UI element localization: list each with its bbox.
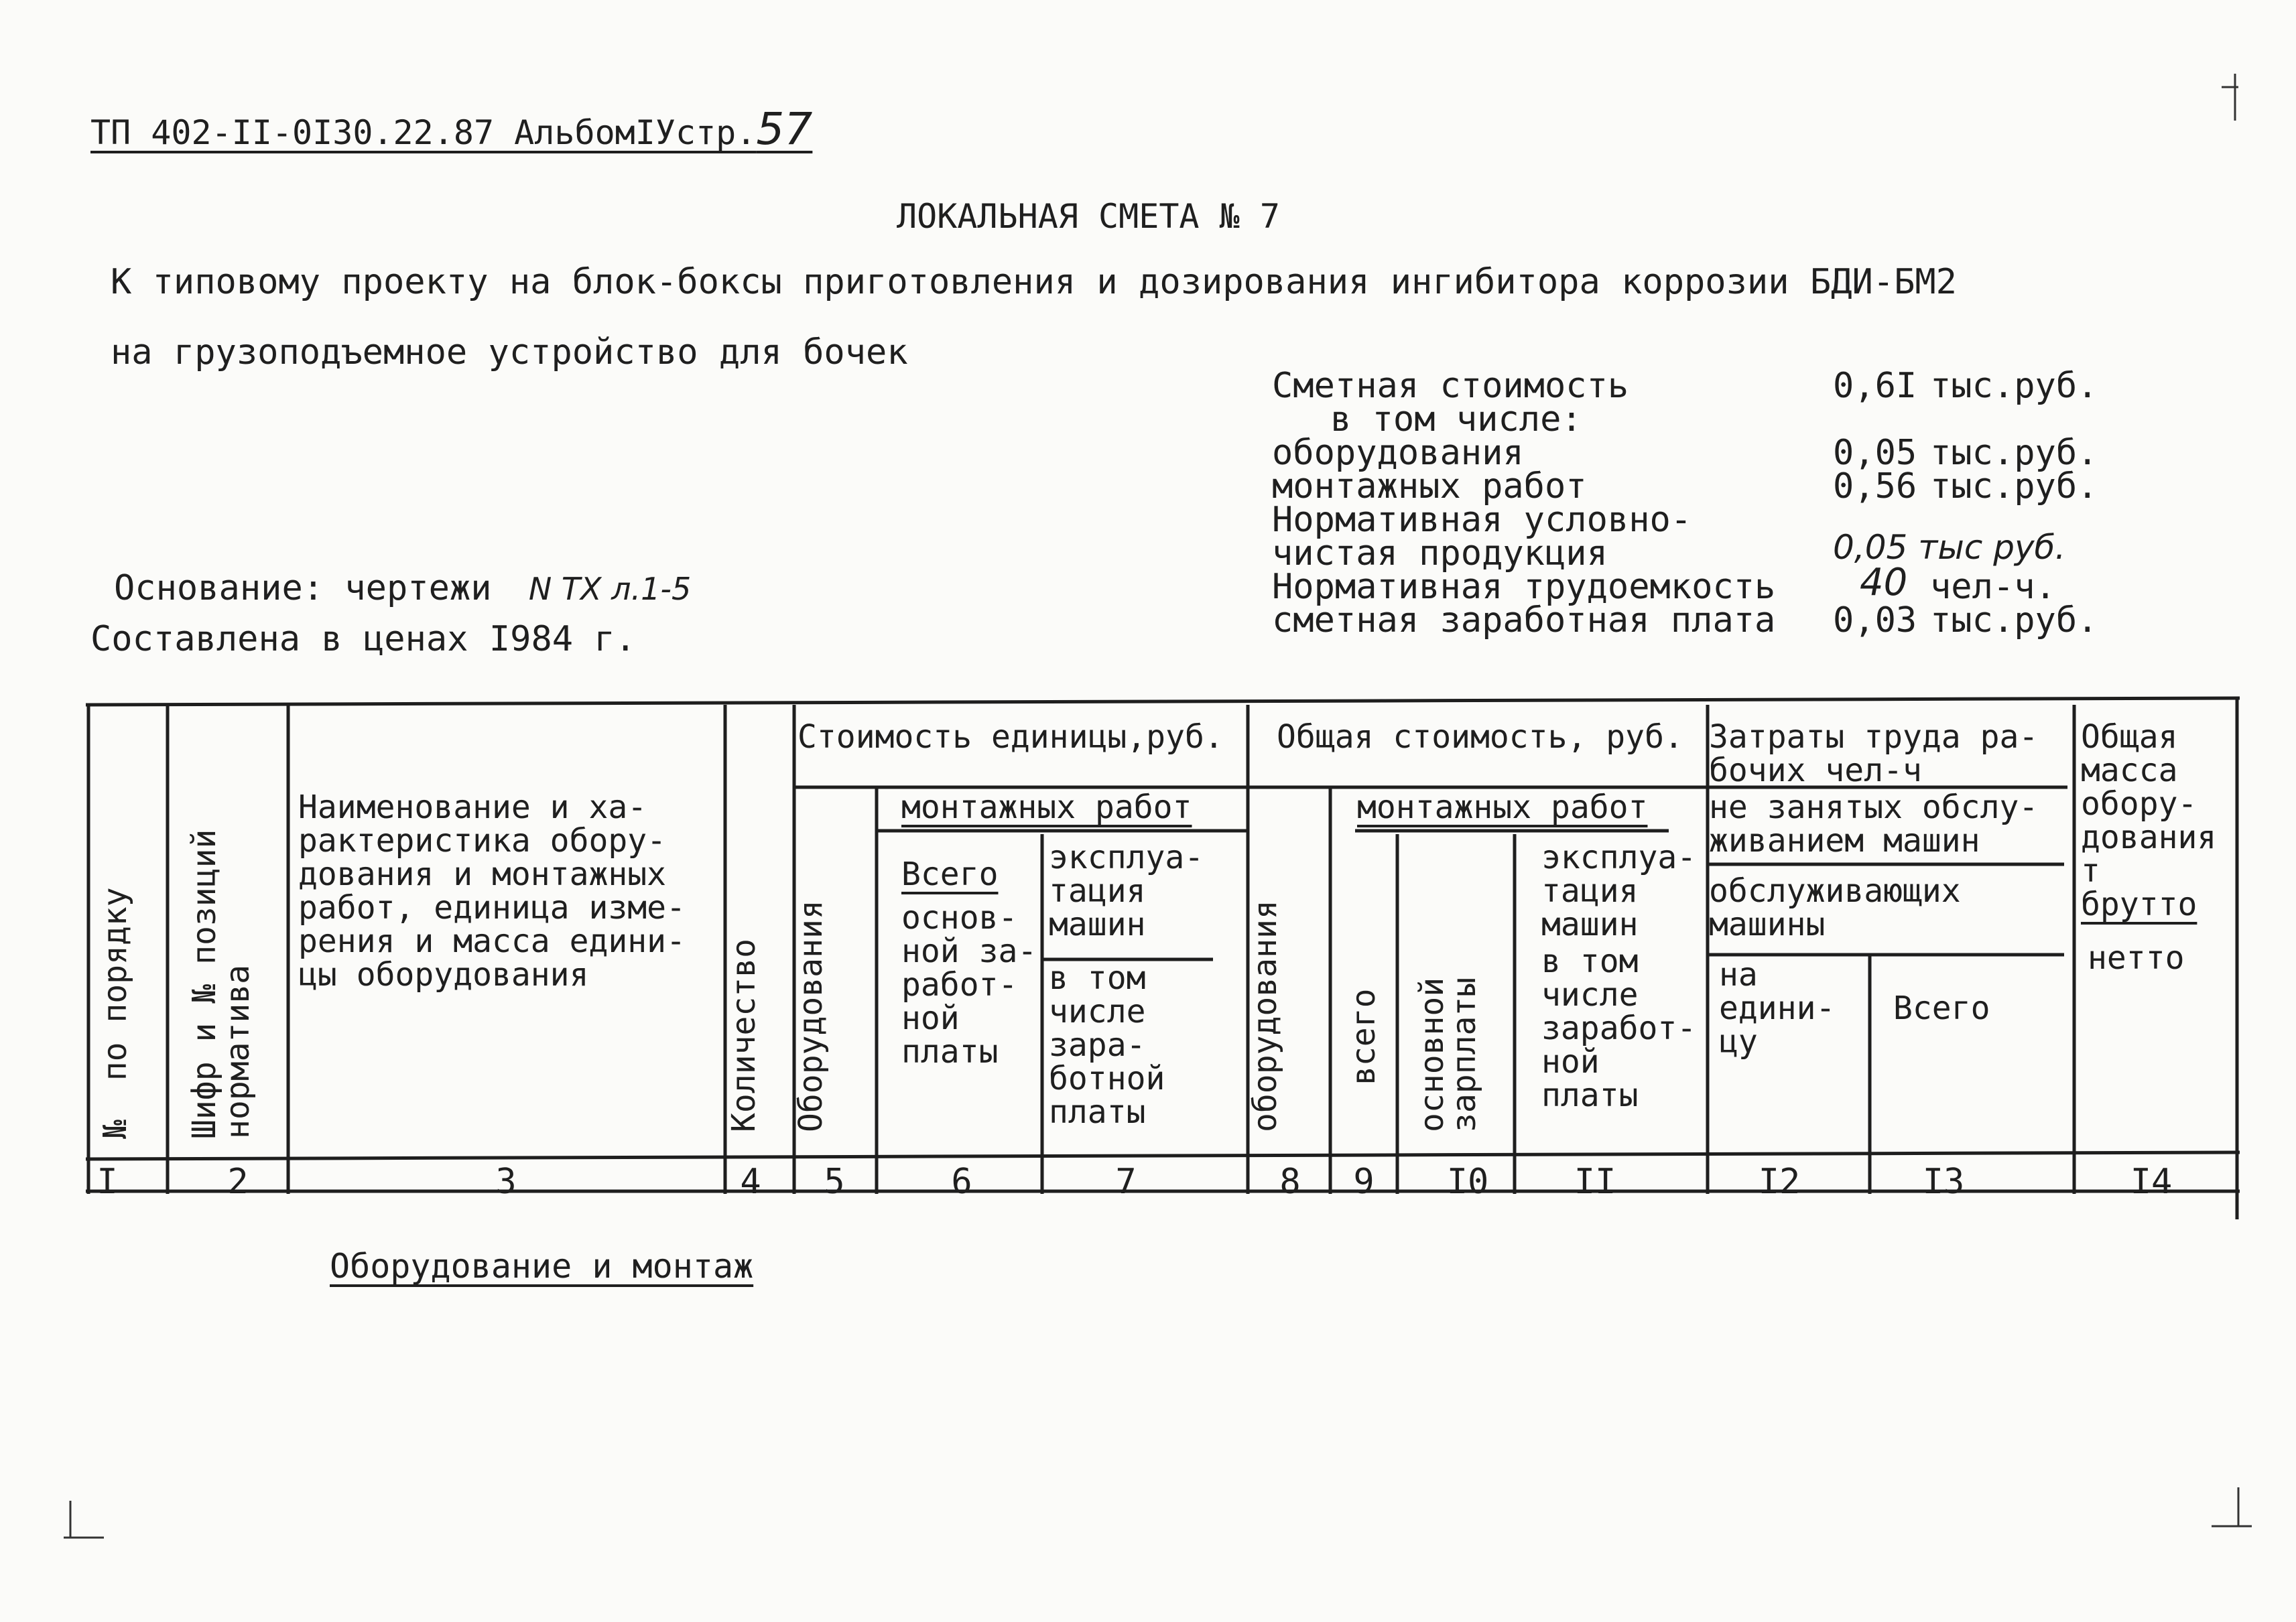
- subtitle-line-1: К типовому проекту на блок-боксы приготовления и дозирования ингибитора коррозии БДИ-БМ2: [111, 262, 1957, 302]
- col-14-header: Общая масса обору- дования т: [2081, 718, 2217, 890]
- col-14-net: нетто: [2088, 939, 2185, 977]
- col-6-title: Всего: [901, 856, 999, 893]
- total-cost-header: Общая стоимость, руб.: [1277, 718, 1683, 756]
- col-2-header-line-1: Шифр и № позиций: [186, 829, 223, 1139]
- unit-install-header: монтажных работ: [901, 789, 1192, 826]
- estimated-cost-label: Сметная стоимость: [1272, 366, 1629, 406]
- basis-label: Основание: чертежи: [114, 568, 492, 608]
- prices-basis: Составлена в ценах I984 г.: [90, 619, 636, 659]
- installation-unit: тыс.руб.: [1930, 466, 2098, 506]
- crop-mark-bottom-left: [64, 1501, 111, 1548]
- estimated-cost-value: 0,6I: [1833, 366, 1917, 406]
- col-5-header: Оборудования: [792, 900, 830, 1132]
- col-number-1: I: [97, 1162, 118, 1202]
- crop-mark-top-right: [2212, 74, 2258, 127]
- labor-unit: чел-ч.: [1930, 567, 2056, 607]
- col-10-header-line-2: зарплаты: [1446, 977, 1483, 1132]
- col-number-7: 7: [1115, 1162, 1137, 1202]
- col-number-9: 9: [1353, 1162, 1375, 1202]
- col-6-sub: основ- ной за- работ- ной платы: [901, 899, 1037, 1071]
- labor-cost-header: Затраты труда ра- бочих чел-ч: [1709, 718, 2039, 789]
- col-number-12: I2: [1758, 1162, 1801, 1202]
- col-9-header: всего: [1345, 988, 1383, 1085]
- col-number-6: 6: [951, 1162, 972, 1202]
- basis-value: N ТХ л.1-5: [528, 571, 692, 607]
- wage-unit: тыс.руб.: [1930, 600, 2098, 640]
- col-1-header: № по порядку: [97, 887, 134, 1139]
- col-number-11: II: [1574, 1162, 1616, 1202]
- section-title: Оборудование и монтаж: [330, 1247, 754, 1286]
- unit-cost-header: Стоимость единицы,руб.: [798, 718, 1224, 756]
- subtitle-line-2: на грузоподъемное устройство для бочек: [111, 332, 908, 373]
- installation-label: монтажных работ: [1272, 466, 1587, 506]
- col-number-5: 5: [824, 1162, 845, 1202]
- col-7-title: эксплуа- тация машин: [1049, 839, 1204, 943]
- col-8-header: оборудования: [1247, 900, 1284, 1132]
- installation-value: 0,56: [1833, 466, 1917, 506]
- col-11-sub: в том числе заработ- ной платы: [1541, 943, 1697, 1114]
- net-product-label-2: чистая продукция: [1272, 533, 1608, 573]
- col-14-gross: брутто: [2081, 886, 2197, 923]
- labor-value: 40: [1860, 561, 1908, 604]
- equipment-label: оборудования: [1272, 433, 1524, 473]
- total-install-header: монтажных работ: [1357, 789, 1648, 826]
- col-10-header-line-1: основной: [1413, 977, 1451, 1132]
- col-3-header: Наименование и ха- рактеристика обору- дования и монтажных работ, единица изме- рения и масса едини- цы оборудования: [298, 789, 686, 994]
- serving-header: обслуживающих машины: [1709, 872, 1961, 943]
- col-11-title: эксплуа- тация машин: [1541, 839, 1697, 943]
- wage-value: 0,03: [1833, 600, 1917, 640]
- col-number-8: 8: [1279, 1162, 1301, 1202]
- not-busy-header: не занятых обслу- живанием машин: [1709, 789, 2039, 860]
- col-12-header: на едини- цу: [1719, 956, 1836, 1061]
- col-number-2: 2: [227, 1162, 249, 1202]
- col-number-13: I3: [1922, 1162, 1965, 1202]
- document-code: ТП 402-II-0I30.22.87 АльбомIУстр.: [90, 113, 757, 152]
- estimate-title: ЛОКАЛЬНАЯ СМЕТА № 7: [897, 197, 1280, 236]
- col-number-10: I0: [1446, 1162, 1489, 1202]
- col-2-header-line-2: норматива: [219, 964, 257, 1139]
- labor-label: Нормативная трудоемкость: [1272, 567, 1776, 607]
- col-number-3: 3: [495, 1162, 517, 1202]
- equipment-value: 0,05: [1833, 433, 1917, 473]
- col-number-14: I4: [2130, 1162, 2173, 1202]
- col-4-header: Количество: [725, 939, 763, 1132]
- col-number-4: 4: [740, 1162, 761, 1202]
- col-13-header: Всего: [1893, 990, 1990, 1027]
- estimated-cost-unit: тыс.руб.: [1930, 366, 2098, 406]
- col-7-sub: в том числе зара- ботной платы: [1049, 959, 1165, 1131]
- net-product-label-1: Нормативная условно-: [1272, 500, 1692, 540]
- including-label: в том числе:: [1330, 399, 1582, 440]
- net-product-value: 0,05 тыс руб.: [1833, 528, 2066, 567]
- equipment-unit: тыс.руб.: [1930, 433, 2098, 473]
- wage-label: сметная заработная плата: [1272, 600, 1776, 640]
- page-number: 57: [756, 103, 813, 155]
- crop-mark-bottom-right: [2212, 1487, 2258, 1534]
